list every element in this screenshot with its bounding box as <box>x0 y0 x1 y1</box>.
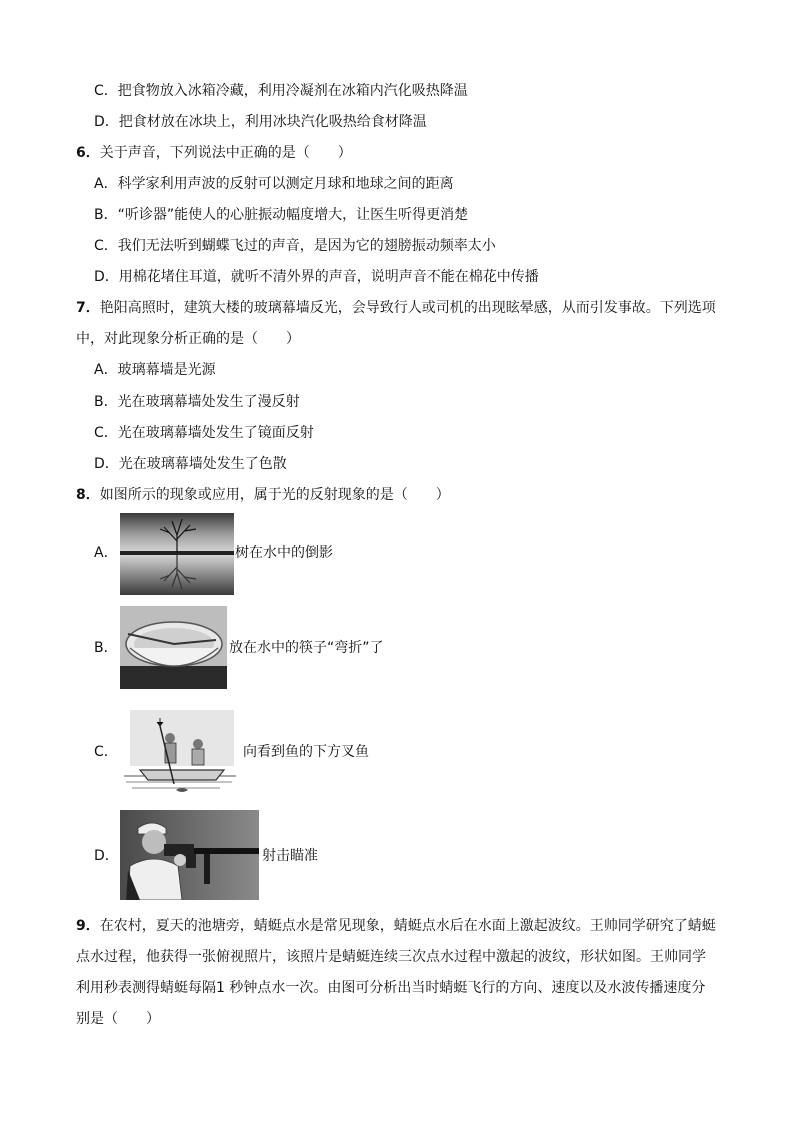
q8-option-d-text: 射击瞄准 <box>262 848 318 864</box>
q7-stem <box>76 298 716 318</box>
q9-stem-text-3: 利用秒表测得蜻蜓每隔1 秒钟点水一次。由图可分析出当时蜻蜓飞行的方向、速度以及水波传播速度分 <box>76 980 706 996</box>
q6-stem <box>76 143 352 163</box>
q7-option-c: C．光在玻璃幕墙处发生了镜面反射 <box>94 425 314 441</box>
q6-option-c: C．我们无法听到蝴蝶飞过的声音，是因为它的翅膀振动频率太小 <box>94 238 496 254</box>
q8-stem-text: 如图所示的现象或应用，属于光的反射现象的是（ ） <box>99 487 450 503</box>
q8-option-b-text: 放在水中的筷子“弯折”了 <box>229 640 384 656</box>
q8-number: 8． <box>76 487 100 503</box>
q7-stem-text-1: 艳阳高照时，建筑大楼的玻璃幕墙反光，会导致行人或司机的出现眩晕感，从而引发事故。下列选项 <box>99 300 716 316</box>
bent-chopsticks-image <box>120 606 227 689</box>
q9-stem-text-2: 点水过程，他获得一张俯视照片，该照片是蜻蜓连续三次点水过程中激起的波纹，形状如图。王帅同学 <box>76 949 706 965</box>
spear-fishing-image <box>120 706 240 796</box>
q7-option-a: A．玻璃幕墙是光源 <box>94 362 216 378</box>
q8-option-d-label: D． <box>94 848 119 864</box>
shooting-aim-image <box>120 810 259 900</box>
q6-number: 6． <box>76 145 100 161</box>
tree-reflection-image <box>120 513 234 595</box>
q9-stem-text-4: 别是（ ） <box>76 1011 160 1027</box>
q6-option-b: B．“听诊器”能使人的心脏振动幅度增大，让医生听得更消楚 <box>94 207 469 223</box>
q6-option-a: A．科学家利用声波的反射可以测定月球和地球之间的距离 <box>94 176 454 192</box>
q8-option-a-label: A． <box>94 545 118 561</box>
q6-option-d: D．用棉花堵住耳道，就听不清外界的声音，说明声音不能在棉花中传播 <box>94 269 539 285</box>
q5-option-d: D．把食材放在冰块上，利用冰块汽化吸热给食材降温 <box>94 114 427 130</box>
q6-stem-text: 关于声音，下列说法中正确的是（ ） <box>99 145 352 161</box>
q8-stem <box>76 485 450 505</box>
q9-stem <box>76 916 716 936</box>
q9-stem-text-1: 在农村，夏天的池塘旁，蜻蜓点水是常见现象，蜻蜓点水后在水面上激起波纹。王帅同学研究了蜻蜓 <box>99 918 716 934</box>
q7-stem-text-2: 中，对此现象分析正确的是（ ） <box>76 331 300 347</box>
q8-option-b-label: B． <box>94 640 118 656</box>
q9-number: 9． <box>76 918 100 934</box>
q8-option-c-text: 向看到鱼的下方叉鱼 <box>243 744 369 760</box>
q7-option-d: D．光在玻璃幕墙处发生了色散 <box>94 456 287 472</box>
q8-option-c-label: C． <box>94 744 118 760</box>
q7-number: 7． <box>76 300 100 316</box>
q8-option-a-text: 树在水中的倒影 <box>235 545 333 561</box>
q5-option-c: C．把食物放入冰箱冷藏，利用冷凝剂在冰箱内汽化吸热降温 <box>94 83 468 99</box>
q7-option-b: B．光在玻璃幕墙处发生了漫反射 <box>94 394 300 410</box>
